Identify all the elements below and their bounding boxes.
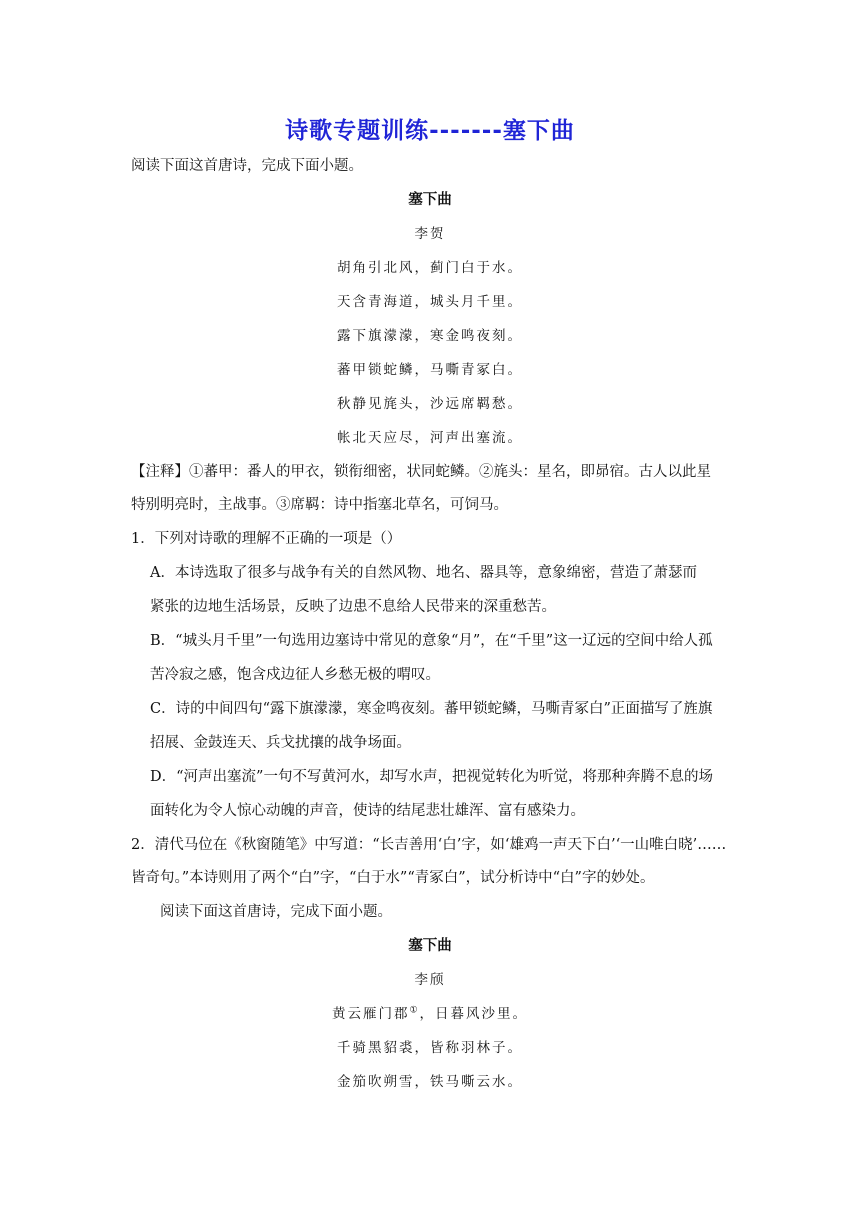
option-a-line-1: A．本诗选取了很多与战争有关的自然风物、地名、器具等，意象绵密，营造了萧瑟而	[150, 565, 697, 581]
question-2-line-1: 2．清代马位在《秋窗随笔》中写道：“长吉善用‘白’字，如‘雄鸡一声天下白’‘一山唯白晓’……	[131, 837, 727, 853]
poem2-line-1-text: 黄云雁门郡	[331, 1006, 410, 1022]
poem1-line-5: 秋静见旄头，沙远席羁愁。	[337, 396, 523, 412]
poem1-author: 李贺	[414, 226, 446, 242]
option-d-line-2: 面转化为令人惊心动魄的声音，使诗的结尾悲壮雄浑、富有感染力。	[150, 803, 585, 819]
poem2-line-2: 千骑黑貂裘，皆称羽林子。	[337, 1040, 523, 1056]
question-1-stem: 1．下列对诗歌的理解不正确的一项是（）	[131, 531, 402, 547]
poem1-title: 塞下曲	[408, 191, 452, 208]
intro-instruction-1: 阅读下面这首唐诗，完成下面小题。	[131, 158, 363, 174]
option-b-line-2: 苦冷寂之感，饱含戍边征人乡愁无极的喟叹。	[150, 667, 440, 683]
poem2-line-1-rest: ，日暮风沙里。	[419, 1006, 529, 1022]
note-line-1: 【注释】①蕃甲：番人的甲衣，锁衔细密，状同蛇鳞。②旄头：星名，即昴宿。古人以此星	[131, 464, 711, 480]
poem2-line-3: 金笳吹朔雪，铁马嘶云水。	[337, 1074, 523, 1090]
option-c-line-2: 招展、金鼓连天、兵戈扰攘的战争场面。	[150, 735, 411, 751]
option-a-line-2: 紧张的边地生活场景，反映了边患不息给人民带来的深重愁苦。	[150, 599, 556, 615]
option-b-line-1: B．“城头月千里”一句选用边塞诗中常见的意象“月”，在“千里”这一辽远的空间中给人孤	[150, 633, 713, 649]
poem1-line-3: 露下旗濛濛，寒金鸣夜刻。	[337, 328, 523, 344]
poem2-title: 塞下曲	[408, 937, 452, 954]
question-2-line-2: 皆奇句。”本诗则用了两个“白”字，“白于水”“青冢白”，试分析诗中“白”字的妙处。	[131, 870, 655, 886]
note-line-2: 特别明亮时，主战事。③席羁：诗中指塞北草名，可饲马。	[131, 497, 508, 513]
poem1-line-4: 蕃甲锁蛇鳞，马嘶青冢白。	[337, 362, 523, 378]
poem1-line-2: 天含青海道，城头月千里。	[337, 294, 523, 310]
option-d-line-1: D．“河声出塞流”一句不写黄河水，却写水声，把视觉转化为听觉，将那种奔腾不息的场	[150, 769, 713, 785]
intro-instruction-2: 阅读下面这首唐诗，完成下面小题。	[160, 904, 392, 920]
poem1-line-1: 胡角引北风，蓟门白于水。	[337, 260, 523, 276]
option-c-line-1: C．诗的中间四句“露下旗濛濛，寒金鸣夜刻。蕃甲锁蛇鳞，马嘶青冢白”正面描写了旌旗	[150, 701, 713, 717]
footnote-marker: ①	[409, 1005, 420, 1016]
page-title: 诗歌专题训练-------塞下曲	[285, 118, 575, 144]
poem1-line-6: 帐北天应尽，河声出塞流。	[337, 430, 523, 446]
poem2-line-1	[0, 1004, 860, 1024]
poem2-author: 李颀	[414, 972, 446, 988]
